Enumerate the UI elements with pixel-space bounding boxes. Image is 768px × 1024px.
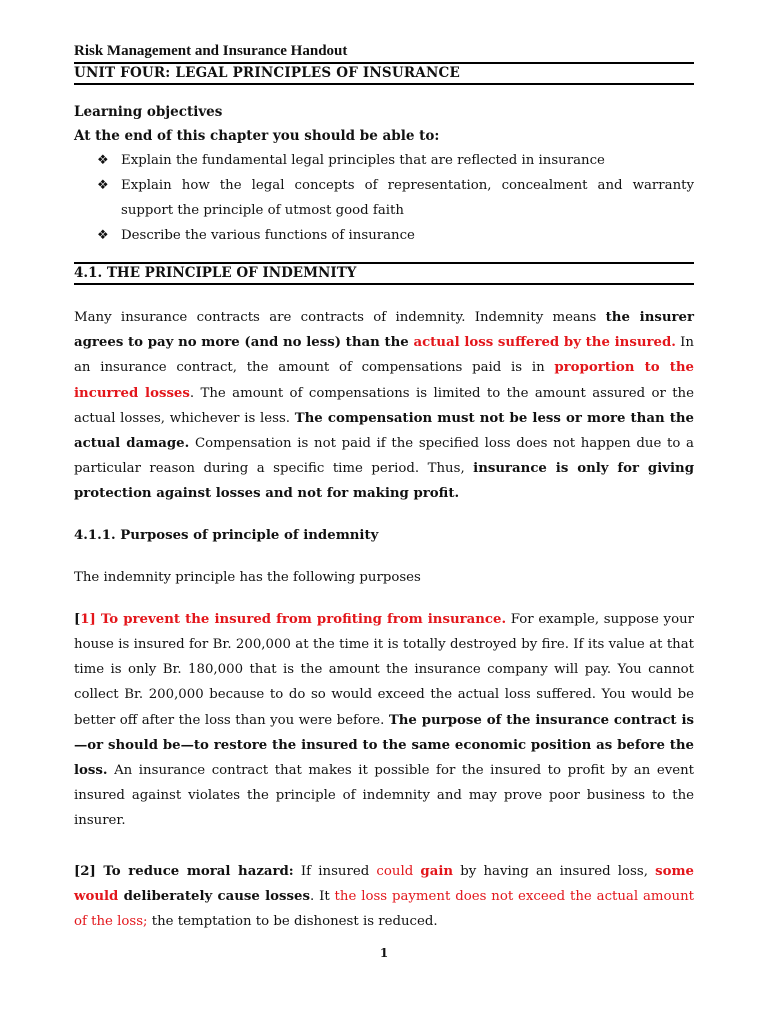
highlight-run: the loss payment does not exceed the actual amount of the loss; bbox=[74, 888, 694, 930]
text-run: . It bbox=[309, 888, 335, 904]
diamond-bullet-icon: ❖ bbox=[97, 228, 109, 243]
highlight-run: could bbox=[376, 863, 421, 879]
text-run: Many insurance contracts are contracts of indemnity. Indemnity means bbox=[74, 310, 606, 325]
text-run: An insurance contract that makes it possible for the insured to profit by an event insured against violates the principle of indemnity and may prove poor business to the insurer. bbox=[74, 763, 694, 829]
indemnity-paragraph bbox=[74, 305, 694, 507]
objectives-list bbox=[74, 148, 694, 248]
bold-run: the insurer agrees to pay no more (and no less) than the bbox=[74, 310, 694, 351]
purposes-intro: The indemnity principle has the following purposes bbox=[74, 569, 421, 585]
diamond-bullet-icon: ❖ bbox=[97, 178, 109, 193]
page-number: 1 bbox=[379, 946, 389, 960]
section-title: 4.1. THE PRINCIPLE OF INDEMNITY bbox=[74, 265, 357, 281]
highlight-run: some would bbox=[74, 863, 695, 904]
objective-item bbox=[74, 148, 694, 173]
bold-run: deliberately cause losses bbox=[118, 888, 310, 904]
objective-item bbox=[74, 173, 694, 223]
learning-objectives-intro: At the end of this chapter you should be able to: bbox=[74, 128, 440, 144]
text-run: the temptation to be dishonest is reduced. bbox=[147, 914, 438, 930]
text-run: Compensation is not paid if the specified loss does not happen due to a particular reason during a specific time period. Thus, bbox=[74, 436, 694, 477]
bold-run: insurance is only for giving protection against losses and not for making profit. bbox=[74, 461, 694, 502]
objective-text: Explain the fundamental legal principles that are reflected in insurance bbox=[121, 153, 605, 168]
subsection-title: 4.1.1. Purposes of principle of indemnity bbox=[74, 527, 379, 543]
highlight-run: proportion to the incurred losses bbox=[74, 360, 694, 401]
objective-text: Describe the various functions of insurance bbox=[121, 228, 415, 243]
unit-title: UNIT FOUR: LEGAL PRINCIPLES OF INSURANCE bbox=[74, 65, 460, 81]
header-title: Risk Management and Insurance Handout bbox=[74, 43, 348, 59]
text-run: For example, suppose your house is insured for Br. 200,000 at the time it is totally destroyed by fire. If its value at that time is only Br. 180,000 that is the amount the insurance company will pay. You cannot collect Br. 200,000 because to do so would exceed the actual loss suffered. You would be better off after the loss than you were before. bbox=[74, 611, 694, 728]
objective-text: Explain how the legal concepts of representation, concealment and warranty support the principle of utmost good faith bbox=[121, 178, 694, 218]
text-run: . The amount of compensations is limited to the amount assured or the actual losses, whichever is less. bbox=[74, 385, 694, 426]
purpose-1-label: 1] To prevent the insured from profiting from insurance. bbox=[80, 611, 507, 627]
purpose-2-label: [2] To reduce moral hazard: bbox=[74, 863, 294, 879]
purpose-1-paragraph bbox=[74, 607, 694, 834]
purpose-2-paragraph bbox=[74, 859, 694, 935]
text-run: by having an insured loss, bbox=[453, 863, 656, 879]
highlight-run: gain bbox=[420, 863, 454, 879]
section-heading-block bbox=[74, 262, 694, 285]
learning-objectives-heading: Learning objectives bbox=[74, 104, 223, 120]
section-rule-bottom bbox=[74, 283, 694, 285]
highlight-run: actual loss suffered by the insured. bbox=[413, 335, 676, 351]
bold-run: The compensation must not be less or more than the actual damage. bbox=[74, 410, 694, 452]
bracket-run: [ bbox=[74, 611, 81, 627]
text-run: If insured bbox=[293, 863, 377, 879]
document-page bbox=[74, 40, 694, 934]
unit-title-rule-bottom bbox=[74, 83, 694, 85]
bold-run: The purpose of the insurance contract is—or should be—to restore the insured to the same economic position as before the loss. bbox=[74, 712, 694, 779]
objective-item bbox=[74, 223, 694, 248]
diamond-bullet-icon: ❖ bbox=[97, 153, 109, 168]
text-run: In an insurance contract, the amount of compensations paid is in bbox=[74, 335, 694, 376]
